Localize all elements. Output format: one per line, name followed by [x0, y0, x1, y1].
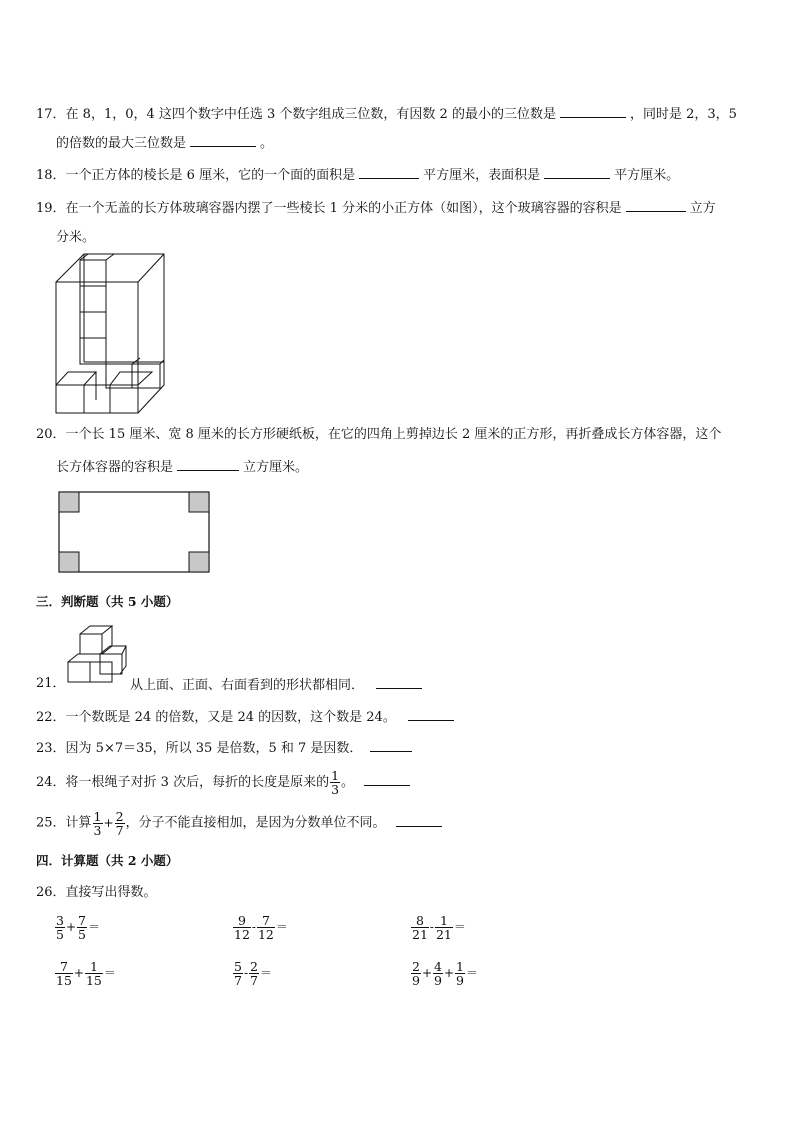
- answer-blank-17a[interactable]: [560, 104, 626, 118]
- answer-blank-21[interactable]: [376, 675, 422, 689]
- calc-item: $\frac{9}{12}$ - $\frac{7}{12}$ ＝: [234, 912, 288, 942]
- fraction-one-third: $\frac{1}{3}$: [331, 768, 340, 797]
- question-25: 25．计算 $\frac{1}{3}$ + $\frac{2}{7}$ ，分子不能直接相加，是因为分数单位不同。: [36, 808, 446, 839]
- section-3-title: 三．判断题（共 5 小题）: [36, 594, 179, 609]
- question-24: 24．将一根绳子对折 3 次后，每折的长度是原来的 $\frac{1}{3}$ 。: [36, 768, 414, 798]
- section-4-title: 四．计算题（共 2 小题）: [36, 853, 179, 868]
- fraction-2-7: $\frac{2}{7}$: [115, 808, 124, 838]
- question-21-text: 从上面、正面、右面看到的形状都相同．: [130, 675, 426, 695]
- question-21: 21．: [36, 676, 66, 691]
- calc-item: $\frac{8}{21}$ - $\frac{1}{21}$ ＝: [412, 912, 466, 942]
- question-18: 18．一个正方体的棱长是 6 厘米，它的一个面的面积是 平方厘米，表面积是 平方厘米。: [36, 165, 679, 185]
- question-19-line2: 分米。: [56, 230, 96, 245]
- answer-blank-17b[interactable]: [190, 133, 256, 147]
- calc-item: $\frac{7}{15}$ + $\frac{1}{15}$ ＝: [56, 958, 116, 988]
- question-22: 22．一个数既是 24 的倍数，又是 24 的因数，这个数是 24。: [36, 707, 458, 727]
- answer-blank-25[interactable]: [396, 813, 442, 827]
- question-17-line1: 17．在 8，1，0，4 这四个数字中任选 3 个数字组成三位数，有因数 2 的最小的三位数是 ，同时是 2，3，5: [36, 104, 737, 124]
- answer-blank-20[interactable]: [177, 457, 239, 471]
- question-20-line1: 20．一个长 15 厘米、宽 8 厘米的长方形硬纸板，在它的四角上剪掉边长 2 厘米的正方形，再折叠成长方体容器，这个: [36, 427, 722, 442]
- answer-blank-18a[interactable]: [359, 165, 419, 179]
- cardboard-rectangle-figure: [58, 491, 212, 575]
- answer-blank-24[interactable]: [364, 772, 410, 786]
- calc-item: $\frac{5}{7}$ - $\frac{2}{7}$ ＝: [234, 958, 272, 988]
- answer-blank-19[interactable]: [626, 198, 686, 212]
- container-cubes-figure: [54, 252, 168, 416]
- question-23: 23．因为 5×7＝35，所以 35 是倍数，5 和 7 是因数．: [36, 738, 416, 758]
- answer-blank-22[interactable]: [408, 707, 454, 721]
- answer-blank-23[interactable]: [370, 738, 412, 752]
- question-20-line2: 长方体容器的容积是 立方厘米。: [56, 457, 308, 477]
- question-19-line1: 19．在一个无盖的长方体玻璃容器内摆了一些棱长 1 分米的小正方体（如图），这个玻璃容器的容积是 立方: [36, 198, 716, 218]
- stacked-cubes-figure: [66, 624, 128, 684]
- fraction-1-3: $\frac{1}{3}$: [93, 808, 102, 838]
- calc-item: $\frac{3}{5}$ + $\frac{7}{5}$ ＝: [56, 912, 100, 942]
- calc-item: $\frac{2}{9}$ + $\frac{4}{9}$ + $\frac{1}{9}$ ＝: [412, 958, 478, 988]
- answer-blank-18b[interactable]: [544, 165, 610, 179]
- question-26: 26．直接写出得数。: [36, 885, 157, 900]
- question-17-line2: 的倍数的最大三位数是 。: [56, 133, 273, 153]
